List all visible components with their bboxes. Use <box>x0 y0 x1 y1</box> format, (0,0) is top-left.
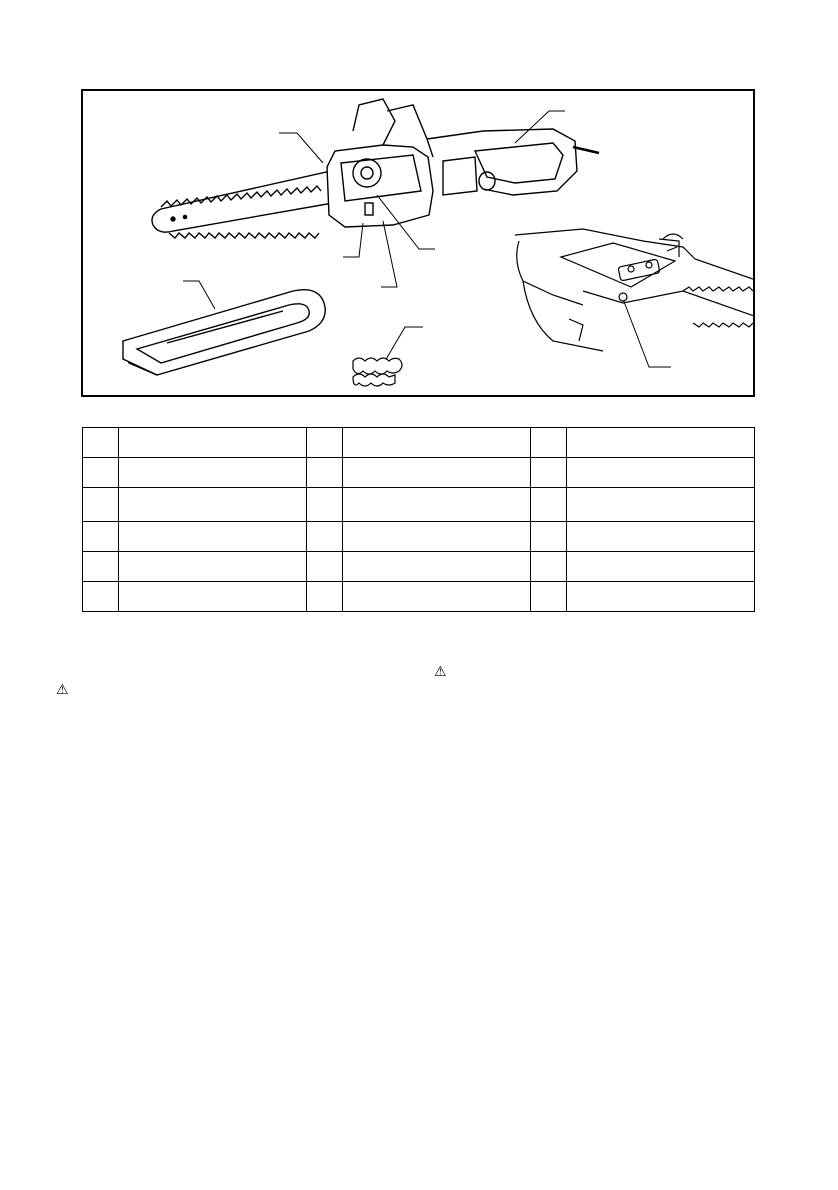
guide-bar-cover-illustration <box>123 290 325 375</box>
table-cell <box>307 552 343 582</box>
table-cell <box>567 582 755 612</box>
table-cell <box>531 488 567 522</box>
warning-icon: ⚠ <box>434 663 447 679</box>
table-cell <box>343 552 531 582</box>
table-cell <box>343 458 531 488</box>
table-cell <box>83 488 119 522</box>
chain-links-illustration <box>353 358 402 386</box>
table-cell <box>531 552 567 582</box>
chainsaw-figure <box>83 91 755 397</box>
table-row <box>83 458 755 488</box>
table-cell <box>307 428 343 458</box>
table-row <box>83 582 755 612</box>
table-row <box>83 428 755 458</box>
table-row <box>83 488 755 522</box>
table-cell <box>83 522 119 552</box>
table-cell <box>343 522 531 552</box>
table-cell <box>567 428 755 458</box>
table-cell <box>307 488 343 522</box>
table-cell <box>531 428 567 458</box>
table-cell <box>119 582 307 612</box>
table-cell <box>119 488 307 522</box>
table-cell <box>83 428 119 458</box>
table-cell <box>307 522 343 552</box>
table-cell <box>567 458 755 488</box>
legend-table <box>82 427 755 612</box>
table-cell <box>343 428 531 458</box>
table-cell <box>531 458 567 488</box>
tensioner-detail-illustration <box>515 229 755 351</box>
table-row <box>83 522 755 552</box>
table-cell <box>119 522 307 552</box>
figure-frame <box>81 89 755 397</box>
table-cell <box>307 458 343 488</box>
table-cell <box>567 522 755 552</box>
table-cell <box>83 582 119 612</box>
table-cell <box>307 582 343 612</box>
table-cell <box>343 488 531 522</box>
table-cell <box>531 522 567 552</box>
table-cell <box>567 488 755 522</box>
table-cell <box>119 428 307 458</box>
table-cell <box>343 582 531 612</box>
warning-icon: ⚠ <box>56 681 69 697</box>
table-cell <box>119 552 307 582</box>
chain-saw-illustration <box>152 99 599 238</box>
table-row <box>83 552 755 582</box>
table-cell <box>83 458 119 488</box>
table-cell <box>83 552 119 582</box>
table-cell <box>119 458 307 488</box>
table-cell <box>567 552 755 582</box>
table-cell <box>531 582 567 612</box>
